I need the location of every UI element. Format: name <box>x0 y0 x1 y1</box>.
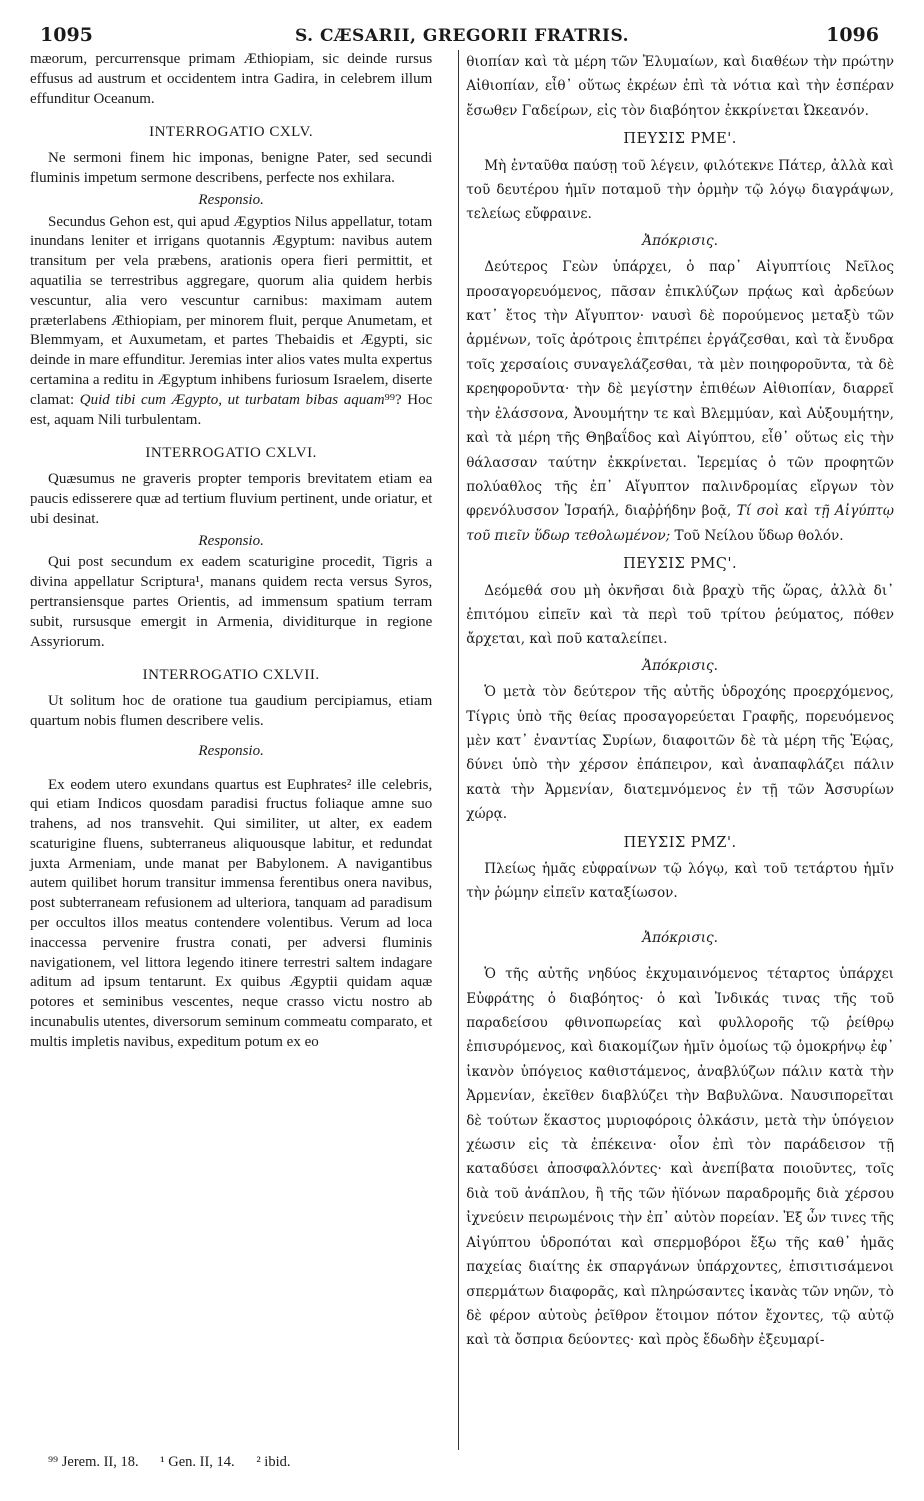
greek-column <box>462 50 894 1450</box>
column-divider <box>458 50 459 1450</box>
latin-answer-cxlvii: Ex eodem utero exundans quartus est Euphrates² ille celebris, qui etiam Indicos quosdam paradisi fructus foliaque amne suo trahens, ad nos transvehit. Qui similiter, ut alter, ex eadem scaturigine fluens, subterraneus aliquousque labitur, et redundat juxta Armeniam, unde manat per Babylonem. A navigantibus autem quilibet horum transitur immensa ferentibus onera navibus, post subterraneam refusionem ad ulteriora, tanquam ad paradisum per occultos illos meatus contendere volentibus. Verum ad loca inaccessa pervenire frustra conati, per adversi fluminis navigationem, vel littora legendo itinere terrestri saltem indagare aditum ad ipsum tentarunt. Ex quibus Ægyptii quidam aquæ potores et seminibus vescentes, neque crasso victu nostro ab incunabulis utentes, diversorum seminum commeatu comparato, et multis impletis navibus, expeditum potum ex eo <box>30 776 433 1050</box>
latin-responsio-label: Responsio. <box>198 742 264 759</box>
latin-heading-cxlvi: INTERROGATIO CXLVI. <box>145 445 317 462</box>
two-column-body <box>30 50 894 1450</box>
latin-answer-text: Secundus Gehon est, qui apud Ægyptios Nilus appellatur, totam inundans leniter et irrigans quotannis Ægyptum: navibus autem transitum per vela præbens, arationis opera fieri permittit, et aquatilia se terrestribus aggregare, quorum alia quidem herbis vescuntur, alia vero vescuntur carnibus: maximam autem præterlabens Æthiopiam, per minorem fluit, perque Anumetam, et Blemmyam, et Auxumetam, et partes Thebaidis et Ægypti, sic deinde in mare effunditur. Jeremias inter alios vates multa expertus certamina a reditu in Ægyptum inhibens furiosum Israelem, diserte clamat: <box>30 213 433 408</box>
latin-heading-cxlvii: INTERROGATIO CXLVII. <box>142 667 320 684</box>
greek-answer-text: Δεύτερος Γεὼν ὑπάρχει, ὁ παρ᾽ Αἰγυπτίοις Νεῖλος προσαγορευόμενος, πᾶσαν ἐπικλύζων πρᾴως καὶ ἀρδεύων κατ᾽ ἔτος τὴν Αἴγυπτον· ναυσὶ δὲ πορούμενος μεταξὺ τῶν ἀρμένων, τοῖς ἀρότροις ἐπιτρέπει ἐργάζεσθαι, καὶ τὰ ἔνυδρα τοῖς χερσαίοις συναγελάζεσθαι, τὰ μὲν ποιηφοροῦντα, τὰ δὲ κρεηφοροῦντα· τὴν δὲ μεγίστην ἐπιθέων Αἰθιοπίαν, διαρρεῖ τὴν ἐλάσσονα, Ἀνουμήτην τε καὶ Βλεμμύαν, καὶ Αὐξουμήτην, καὶ τὰ μέρη τῆς Θηβαΐδος καὶ Αἰγύπτου, εἶθ᾽ οὕτως εἰς τὴν θάλασσαν ταύτην ἐκκρίνεται. Ἱερεμίας ὁ τῶν προφητῶν πολύαθλος τῆς ἐπ᾽ Αἴγυπτον παλινδρομίας εἴργων τὸν φρενόλυσσον Ἰσραήλ, διαῤῥήδην βοᾷ, <box>466 259 894 520</box>
footnote: ¹ Gen. II, 14. <box>160 1454 235 1470</box>
latin-answer-cxlvi: Qui post secundum ex eadem scaturigine procedit, Tigris a divina appellatur Scriptura¹, manans quidem recta versus Syros, pertransiensque partes Orientis, ad immensum spatium terram subit, rursusque emergit in Armenia, dividiturque in regione Assyriorum. <box>30 554 433 650</box>
greek-apokrisis-label: Ἀπόκρισις. <box>642 929 718 946</box>
running-header <box>30 10 894 50</box>
greek-heading-rmz: ΠΕΥΣΙΣ ΡΜΖ'. <box>623 834 737 851</box>
greek-answer-rme <box>466 255 894 548</box>
greek-scripture-quote: Τί σοὶ καὶ τῇ Αἰγύπτῳ τοῦ πιεῖν ὕδωρ τεθολωμένον; <box>466 503 895 544</box>
footnotes <box>48 1454 308 1471</box>
greek-apokrisis-label: Ἀπόκρισις. <box>642 657 718 674</box>
greek-apokrisis-label: Ἀπόκρισις. <box>642 232 718 249</box>
latin-responsio-label: Responsio. <box>198 191 264 208</box>
latin-question-cxlvi: Quæsumus ne graveris propter temporis brevitatem etiam ea paucis edisserere quæ ad tertium fluvium pertinent, unde oriatur, et ubi desinat. <box>30 471 433 527</box>
greek-answer-rms: Ὁ μετὰ τὸν δεύτερον τῆς αὐτῆς ὑδροχόης προερχόμενος, Τίγρις ὑπὸ τῆς θείας προσαγορεύεται Γραφῆς, πορευόμενος μὲν κατ᾽ ἐναντίας Συρίων, διαφοιτῶν δὲ τὰ μέρη τῆς Ἑῴας, δύνει ὑπὸ τὴν χέρσον ἐπάπειρον, καὶ ἀναπαφλάζει πάλιν κατὰ τὴν Ἀρμενίαν, διατεμνόμενος ἐν τῇ τῶν Ἀσσυρίων χώρᾳ. <box>466 684 894 823</box>
greek-question-rms: Δεόμεθά σου μὴ ὀκνῆσαι διὰ βραχὺ τῆς ὥρας, ἀλλὰ δι᾽ ἐπιτόμου εἰπεῖν καὶ τὰ περὶ τοῦ τρίτου ῥεύματος, πόθεν ἄρχεται, καὶ ποῦ καταλείπει. <box>466 582 894 648</box>
page-number-left: 1095 <box>40 24 93 46</box>
latin-column <box>30 50 440 1450</box>
greek-answer-rmz: Ὁ τῆς αὐτῆς νηδύος ἐκχυμαινόμενος τέταρτος ὑπάρχει Εὐφράτης ὁ διαβόητος· ὁ καὶ Ἰνδικάς τινας τῆς τοῦ παραδείσου φθινοπωρείας καὶ φυλλοροῆς τῷ ῥείθρῳ ἐπισυρόμενος, καὶ διακομίζων ἡμῖν ὁμοίως τῷ ὁμοκρήνῳ ἐφ᾽ ἱκανὸν ὑπόγειος καθιστάμενος, ἀναβλύζων πάλιν κατὰ τὴν Ἀρμενίαν, ἐκεῖθεν διαβλύζει τὴν Βαβυλῶνα. Ναυσιπορεῖται δὲ τούτων ἕκαστος μυριοφόροις ὁλκάσιν, μετὰ τὴν ὑπόγειον χέωσιν εἰς τὰ ἐπέκεινα· οἷον ἐπὶ τὸν παράδεισον τῇ καταδύσει ἀποσφαλλόντες· καὶ ἀνεπίβατα ποιοῦντες, τοῖς διὰ τοῦ ἀνάπλου, ἢ τῆς τῶν ἠϊόνων παραδρομῆς διὰ χέρσου ἰχνεύειν πειρωμένοις τὴν ἐπ᾽ αὐτὸν πορείαν. Ἐξ ὧν τινες τῆς Αἰγύπτου ὑδροπόται καὶ σπερμοβόροι ἔξω τῆς καθ᾽ ἡμᾶς παχείας διαίτης ἐκ σπαργάνων ὑπάρχοντες, ἐπισιτισάμενοι σπερμάτων διαφορᾶς, καὶ πληρώσαντες ἱκανὰς τῶν νηῶν, τὸ δὲ φέρον αὐτοὺς ῥεῖθρον ἕτοιμον πότον ἔχοντες, τῷ αὐτῷ καὶ τὰ ὄσπρια δεύοντες· καὶ πρὸς ἔδωδὴν ἐξευμαρί- <box>466 966 894 1349</box>
latin-answer-cxlv <box>30 213 432 431</box>
latin-question-cxlvii: Ut solitum hoc de oratione tua gaudium percipiamus, etiam quartum nobis flumen describere velis. <box>30 693 433 729</box>
greek-answer-tail: Τοῦ Νείλου ὕδωρ θολόν. <box>674 527 844 544</box>
latin-intro-paragraph: mæorum, percurrensque primam Æthiopiam, sic deinde rursus effusus ad austrum et occidentem intra Gadira, in celebrem illum effunditur Oceanum. <box>30 51 433 107</box>
latin-scripture-quote: Quid tibi cum Ægypto, ut turbatam bibas aquam <box>79 391 385 408</box>
footnote: ² ibid. <box>256 1454 291 1470</box>
running-title: S. CÆSARII, GREGORII FRATRIS. <box>294 26 630 46</box>
greek-intro-paragraph: θιοπίαν καὶ τὰ μέρη τῶν Ἐλυμαίων, καὶ διαθέων τὴν πρώτην Αἰθιοπίαν, εἶθ᾽ οὕτως ἐκρέων ἐπὶ τὰ νότια καὶ τὴν ἑσπέραν ἔσωθεν Γαδείρων, εἰς τὸν διαβόητον ἐκκρίνεται Ὠκεανόν. <box>466 54 894 119</box>
latin-responsio-label: Responsio. <box>198 532 264 549</box>
latin-answer-tail: ⁹⁹? Hoc est, aquam Nili turbulentam. <box>30 391 433 428</box>
footnote: ⁹⁹ Jerem. II, 18. <box>48 1454 139 1470</box>
greek-question-rme: Μὴ ἐνταῦθα παύσῃ τοῦ λέγειν, φιλότεκνε Πάτερ, ἀλλὰ καὶ τοῦ δευτέρου ἡμῖν ποταμοῦ τὴν ὁρμὴν τῷ λόγῳ διαγράψων, τελείως εὔφραινε. <box>466 157 894 223</box>
greek-heading-rme: ΠΕΥΣΙΣ ΡΜΕ'. <box>623 131 737 148</box>
page-number-right: 1096 <box>826 24 879 46</box>
greek-question-rmz: Πλείως ἡμᾶς εὐφραίνων τῷ λόγῳ, καὶ τοῦ τετάρτου ἡμῖν τὴν ῥώμην εἰπεῖν καταξίωσον. <box>466 861 894 902</box>
greek-heading-rms: ΠΕΥΣΙΣ ΡΜϚ'. <box>623 556 738 573</box>
latin-question-cxlv: Ne sermoni finem hic imponas, benigne Pater, sed secundi fluminis impetum sermone describens, perfecte nos exhilara. <box>30 150 433 186</box>
latin-heading-cxlv: INTERROGATIO CXLV. <box>149 124 314 141</box>
